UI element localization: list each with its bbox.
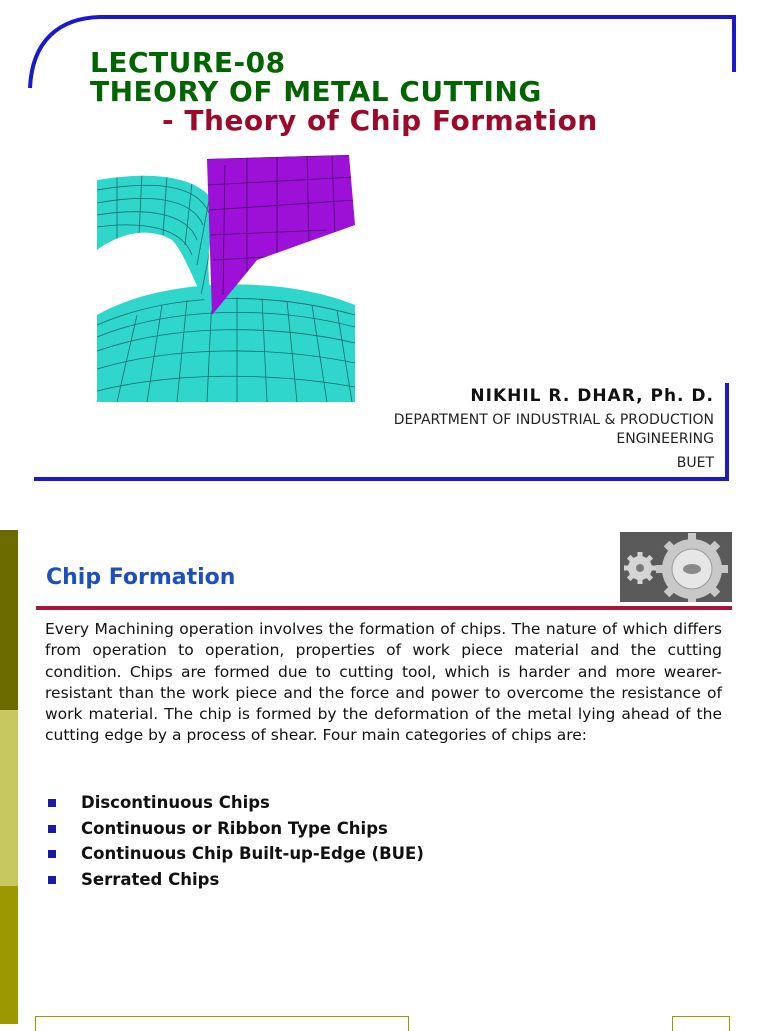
chip-types-list [46,790,424,892]
department-line-3: BUET [676,455,714,471]
slide-title: Chip Formation [46,565,236,590]
square-bullet-icon [48,825,56,833]
list-item [46,867,424,893]
chip-formation-mesh-image [97,155,355,402]
square-bullet-icon [48,799,56,807]
author-name: NIKHIL R. DHAR, Ph. D. [470,386,714,406]
title-divider [36,606,732,610]
chip-type-label: Serrated Chips [81,869,220,889]
lecture-number: LECTURE-08 [90,46,286,79]
side-bar-bottom [0,886,18,1024]
chip-type-label: Continuous Chip Built-up-Edge (BUE) [81,844,424,864]
chip-formation-slide [0,530,768,1024]
square-bullet-icon [48,850,56,858]
list-item [46,841,424,867]
square-bullet-icon [48,876,56,884]
gears-icon [620,532,732,602]
chip-formation-paragraph: Every Machining operation involves the formation of chips. The nature of which differs from operation to operation, properties of work piece material and the cutting condition. Chips are formed due to cutting tool, which is harder and more wearer-resistant than the work piece and the force and power to overcome the resistance of work material. The chip is formed by the deformation of the metal lying ahead of the cutting edge by a process of shear. Four main categories of chips are: [45,620,722,745]
list-item [46,816,424,842]
side-bar-top [0,530,18,710]
lecture-title: THEORY OF METAL CUTTING [90,75,542,108]
department-line-1: DEPARTMENT OF INDUSTRIAL & PRODUCTION [393,412,714,428]
lecture-subtitle: - Theory of Chip Formation [162,104,598,137]
chip-type-label: Discontinuous Chips [81,793,270,812]
title-slide [0,0,768,500]
chip-type-label: Continuous or Ribbon Type Chips [81,818,388,838]
list-item [46,790,424,816]
side-bar-middle [0,710,18,886]
department-line-2: ENGINEERING [616,431,714,447]
